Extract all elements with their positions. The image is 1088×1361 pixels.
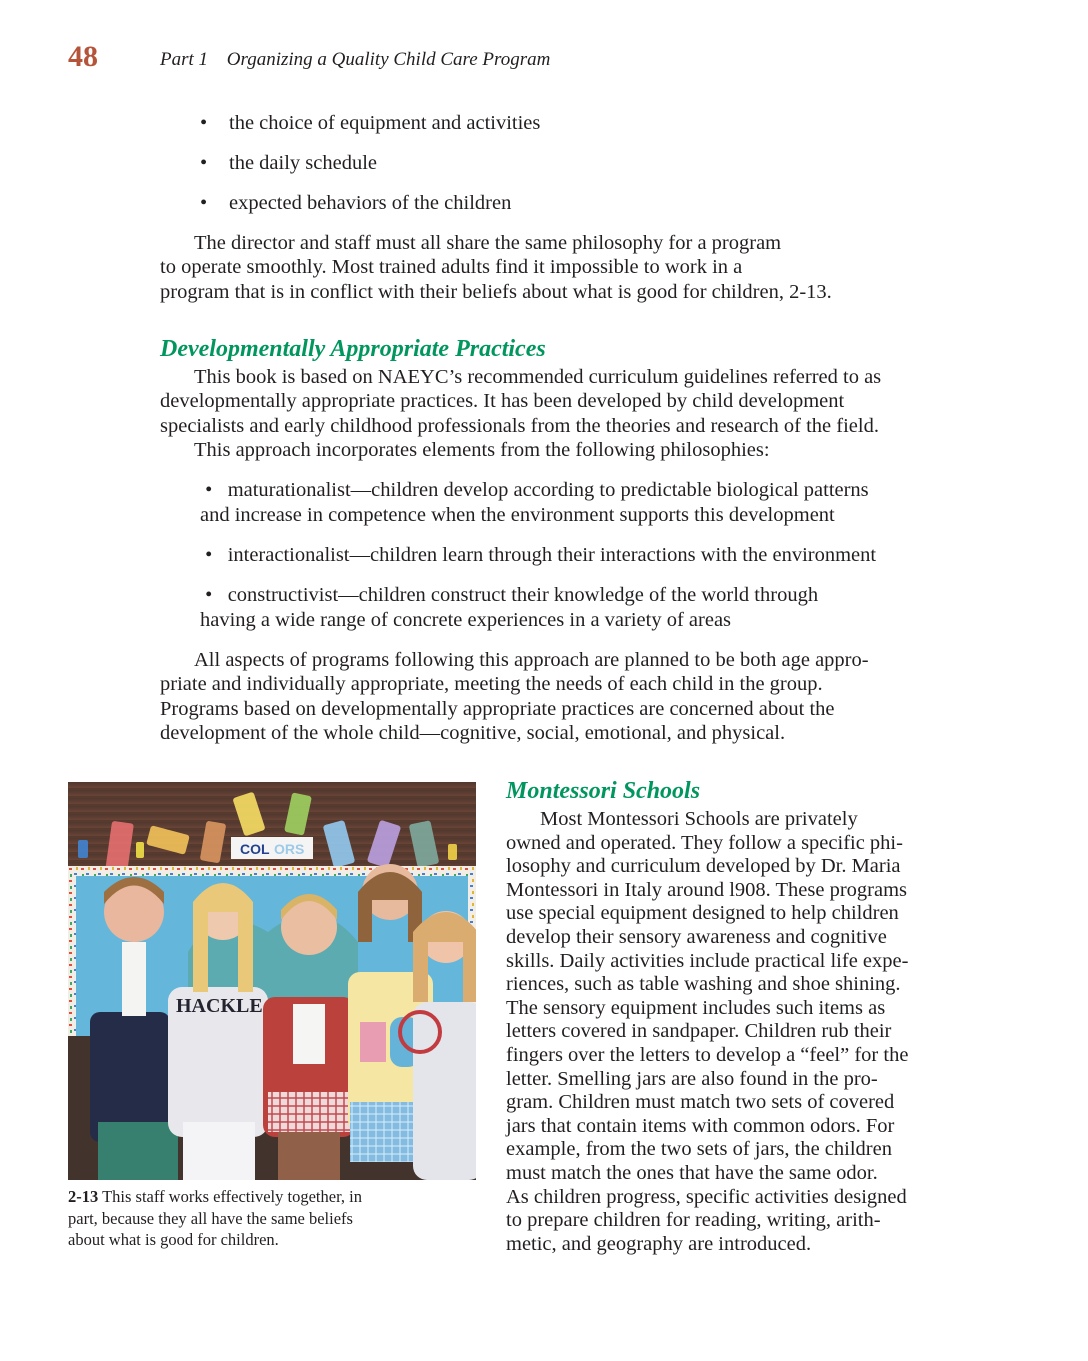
montessori-paragraph: Most Montessori Schools are privately owned and operated. They follow a specific phi- losophy and curriculum developed by Dr. Maria Montessori in Italy around l908. These programs use special equipment designed to help children develop their sensory awareness and cognitive skills. Daily activities include practical life expe- riences, such as table washing and shoe shining. The sensory equipment includes such items as letters covered in sandpaper. Children rub their fingers over the letters to develop a “feel” for the letter. Smelling jars are also found in the pro- gram. Children must match two sets of covered jars that contain items with common odors. For example, from the two sets of jars, the children must match the ones that have the same odor. As children progress, specific activities designed to prepare children for reading, writing, arith- metic, and geography are introduced. bbox=[506, 808, 909, 1255]
intro-paragraph: The director and staff must all share the same philosophy for a program to operate smoothly. Most trained adults find it impossible to work in a program that is in conflict with their beliefs about what is good for children, 2-13. bbox=[160, 232, 832, 303]
dap-paragraph-3: All aspects of programs following this approach are planned to be both age appro- priate and individually appropriate, meeting the needs of each child in the group. Programs based on developmentally appropriate practices are concerned about the development of the whole child—cognitive, social, emotional, and physical. bbox=[160, 649, 869, 745]
philosophy-list bbox=[200, 478, 970, 648]
list-item: • the choice of equipment and activities bbox=[200, 112, 541, 134]
bullet-icon: • bbox=[200, 152, 208, 174]
list-item: • interactionalist—children learn through their interactions with the environment bbox=[200, 544, 877, 566]
bullet-icon: • bbox=[200, 112, 208, 134]
dap-paragraph: This book is based on NAEYC’s recommended curriculum guidelines referred to as developmentally appropriate practices. It has been developed by child development specialists and early childhood professionals from the theories and research of the field. This approach incorporates elements from the following philosophies: bbox=[160, 366, 882, 462]
bullet-icon: • bbox=[200, 584, 228, 606]
figure-number: 2-13 bbox=[68, 1187, 99, 1206]
chapter-title: Organizing a Quality Child Care Program bbox=[226, 49, 551, 70]
running-head bbox=[160, 49, 550, 71]
photo-illustration bbox=[68, 782, 476, 1180]
svg-text:COL: COL bbox=[240, 841, 270, 857]
intro-bullet-list bbox=[200, 110, 960, 230]
bullet-icon: • bbox=[200, 192, 208, 214]
list-item: • the daily schedule bbox=[200, 152, 378, 174]
part-label: Part 1 bbox=[160, 49, 209, 70]
bullet-icon: • bbox=[200, 479, 228, 501]
figure-caption: 2-13 This staff works effectively together, in part, because they all have the same beliefs about what is good for children. bbox=[68, 1187, 362, 1249]
section-heading: Developmentally Appropriate Practices bbox=[160, 336, 546, 362]
page-number: 48 bbox=[68, 40, 98, 73]
staff-photo bbox=[68, 782, 476, 1180]
section-heading: Montessori Schools bbox=[506, 778, 701, 804]
list-item: • constructivist—children construct their knowledge of the world through having a wide range of concrete experiences in a variety of areas bbox=[200, 584, 819, 631]
bullet-icon: • bbox=[200, 544, 228, 566]
montessori-section bbox=[506, 776, 956, 1256]
dap-section bbox=[160, 334, 960, 463]
list-item: • maturationalist—children develop according to predictable biological patterns and increase in competence when the environment supports this development bbox=[200, 479, 869, 526]
svg-text:ORS: ORS bbox=[274, 841, 305, 857]
sweatshirt-text: HACKLE bbox=[176, 995, 263, 1017]
list-item: • expected behaviors of the children bbox=[200, 192, 512, 214]
